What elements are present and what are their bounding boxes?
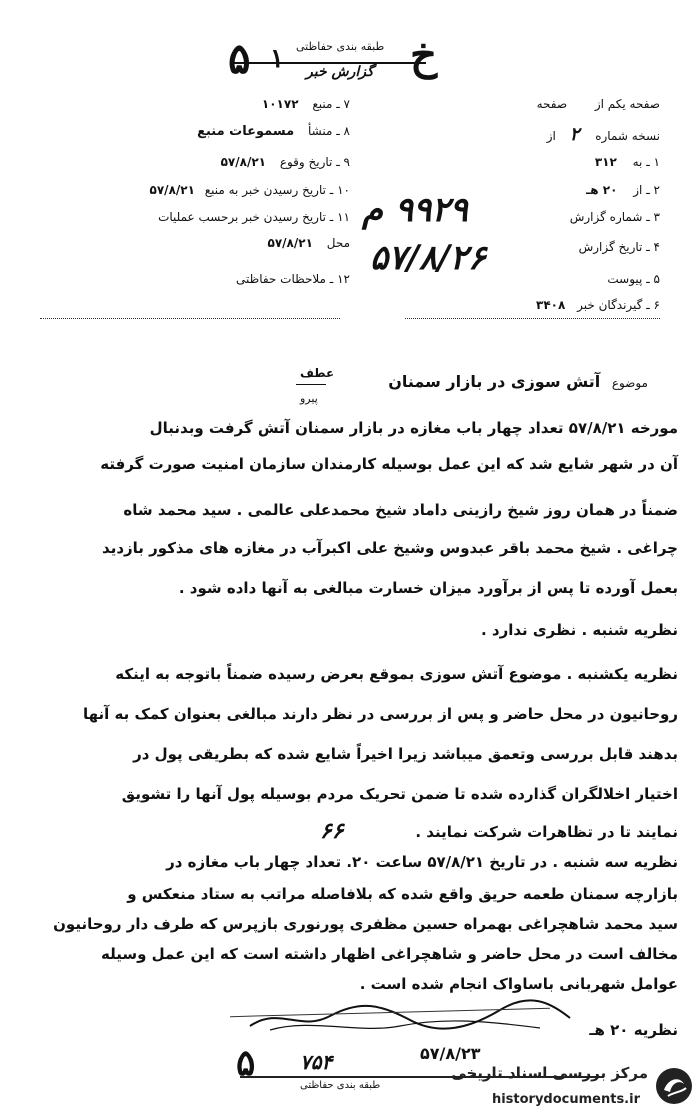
form-row-event-date	[20, 155, 350, 169]
form-row-security-notes	[20, 272, 350, 286]
body-line: نمایند تا در تظاهرات شرکت نمایند .	[415, 823, 678, 841]
footer-stamp-text: طبقه بندی حفاظتی	[300, 1080, 381, 1091]
form-row-location	[20, 236, 350, 250]
form-label: صفحه یکم از	[594, 97, 660, 111]
margin-note: ۶۶	[320, 818, 344, 844]
body-line: اختیار اخلالگران گذارده شده تا ضمن تحریک مردم بوسیله پول آنها را تشویق	[121, 785, 678, 803]
subject-label: موضوع	[611, 376, 648, 390]
form-label: ۵ ـ پیوست	[607, 272, 660, 286]
handwritten-report-date: ۵۷/۸/۲۶	[370, 238, 487, 278]
watermark-url: historydocuments.ir	[491, 1092, 640, 1107]
form-row-recipients	[400, 298, 660, 312]
body-line: بعمل آورده تا پس از برآورد میزان خسارت مبالغی به آنها داده شود .	[178, 579, 678, 597]
form-value: ۵۷/۸/۲۱	[267, 236, 313, 250]
document-title: گزارش خبر	[306, 64, 374, 80]
form-label: ۴ ـ تاریخ گزارش	[578, 240, 660, 254]
form-value: ۵۷/۸/۲۱	[149, 183, 195, 197]
form-value: ۳۱۲	[594, 155, 617, 169]
form-value: ۳۴۰۸	[536, 298, 566, 312]
form-divider-left	[40, 318, 340, 319]
form-value: ۲۰ هـ	[586, 183, 618, 197]
form-label: نسخه شماره	[595, 129, 660, 143]
body-line: بدهند قابل بررسی وتعمق میباشد زیرا اخیراً شایع شده که بطریقی پول در	[133, 745, 678, 763]
form-label: محل	[326, 236, 350, 250]
form-row-to	[400, 155, 660, 169]
footer-handwritten: ۷۵۴	[300, 1050, 333, 1074]
classification-label: طبقه بندی حفاظتی	[296, 40, 385, 53]
stamp-number: ۱	[270, 44, 284, 74]
body-line: سید محمد شاهچراغی بهمراه حسین مظفری پورنوری بازپرس که طرف دار روحانیون	[53, 915, 678, 933]
form-label: ۱۱ ـ تاریخ رسیدن خبر برحسب عملیات	[158, 210, 350, 224]
body-line: عوامل شهربانی باساواک انجام شده است .	[359, 975, 678, 993]
body-line: آن در شهر شایع شد که این عمل بوسیله کارمندان سازمان امنیت صورت گرفته	[100, 455, 678, 473]
archive-logo-icon	[654, 1066, 694, 1106]
copy-number: ۲	[569, 124, 580, 145]
form-row-page	[400, 97, 660, 111]
handwritten-signature-icon	[240, 998, 580, 1038]
subject-side-note-top: عطف	[300, 366, 335, 380]
form-label: ۷ ـ منبع	[312, 97, 350, 111]
body-line: مخالف است در محل حاضر و شاهچراغی اظهار داشته است که این عمل وسیله	[100, 945, 678, 963]
subject-side-note-bottom: پیرو	[300, 392, 318, 405]
form-value: ۱۰۱۷۲	[261, 97, 299, 111]
footer-stamp-big: ۵	[236, 1042, 256, 1084]
form-label: ۲ ـ از	[633, 183, 660, 197]
body-line: نظریه یکشنبه . موضوع آتش سوزی بموقع بعرض رسیده ضمناً باتوجه به اینکه	[115, 665, 678, 683]
footer-date: ۵۷/۸/۲۳	[420, 1044, 481, 1063]
form-label: ۶ ـ گیرندگان خبر	[577, 298, 660, 312]
subject-title: آتش سوزی در بازار سمنان	[388, 372, 601, 391]
form-label: ۸ ـ منشأ	[307, 124, 350, 138]
body-line: مورخه ۵۷/۸/۲۱ تعداد چهار باب مغازه در بازار سمنان آتش گرفت وبدنبال	[149, 419, 678, 437]
subject-side-divider	[296, 384, 326, 385]
form-label: ۱ ـ به	[632, 155, 660, 169]
body-line: بازارچه سمنان طعمه حریق واقع شده که بلافاصله مراتب به ستاد منعکس و	[127, 885, 678, 903]
stamp-big-right: خ	[410, 30, 438, 79]
form-value: مسموعات منبع	[197, 124, 295, 139]
body-line: ضمناً در همان روز شیخ رازینی داماد شیخ محمدعلی عالمی . سید محمد شاه	[123, 501, 678, 519]
body-line: نظریه ۲۰ هـ	[589, 1021, 678, 1039]
body-line: نظریه شنبه . نظری ندارد .	[481, 621, 678, 639]
form-value: از	[546, 129, 556, 143]
form-value: صفحه	[536, 97, 568, 111]
handwritten-report-number: ۹۹۲۹ م	[362, 190, 468, 230]
form-label: ۹ ـ تاریخ وقوع	[279, 155, 350, 169]
form-label: ۱۲ ـ ملاحظات حفاظتی	[236, 272, 350, 286]
form-row-source	[20, 97, 350, 111]
subject-row	[340, 372, 648, 391]
body-line: نظریه سه شنبه . در تاریخ ۵۷/۸/۲۱ ساعت ۲۰. تعداد چهار باب مغازه در	[166, 853, 678, 871]
stamp-big-left: ۵	[228, 34, 251, 83]
form-row-received-source	[20, 183, 350, 197]
form-row-origin	[20, 124, 350, 139]
form-row-copy	[400, 124, 660, 145]
form-row-received-ops	[20, 210, 350, 224]
form-label: ۱۰ ـ تاریخ رسیدن خبر به منبع	[204, 183, 350, 197]
body-line: روحانیون در محل حاضر و پس از بررسی در نظر دارند مبالغی بعنوان کمک به آنها	[83, 705, 678, 723]
form-divider-right	[405, 318, 660, 319]
watermark-site-name: مرکز بررسی اسناد تاریخی	[451, 1064, 648, 1082]
form-label: ۳ ـ شماره گزارش	[569, 210, 660, 224]
form-value: ۵۷/۸/۲۱	[220, 155, 266, 169]
body-line: چراغی . شیخ محمد باقر عبدوس وشیخ علی اکبرآب در مغازه های مذکور بازدید	[102, 539, 678, 557]
